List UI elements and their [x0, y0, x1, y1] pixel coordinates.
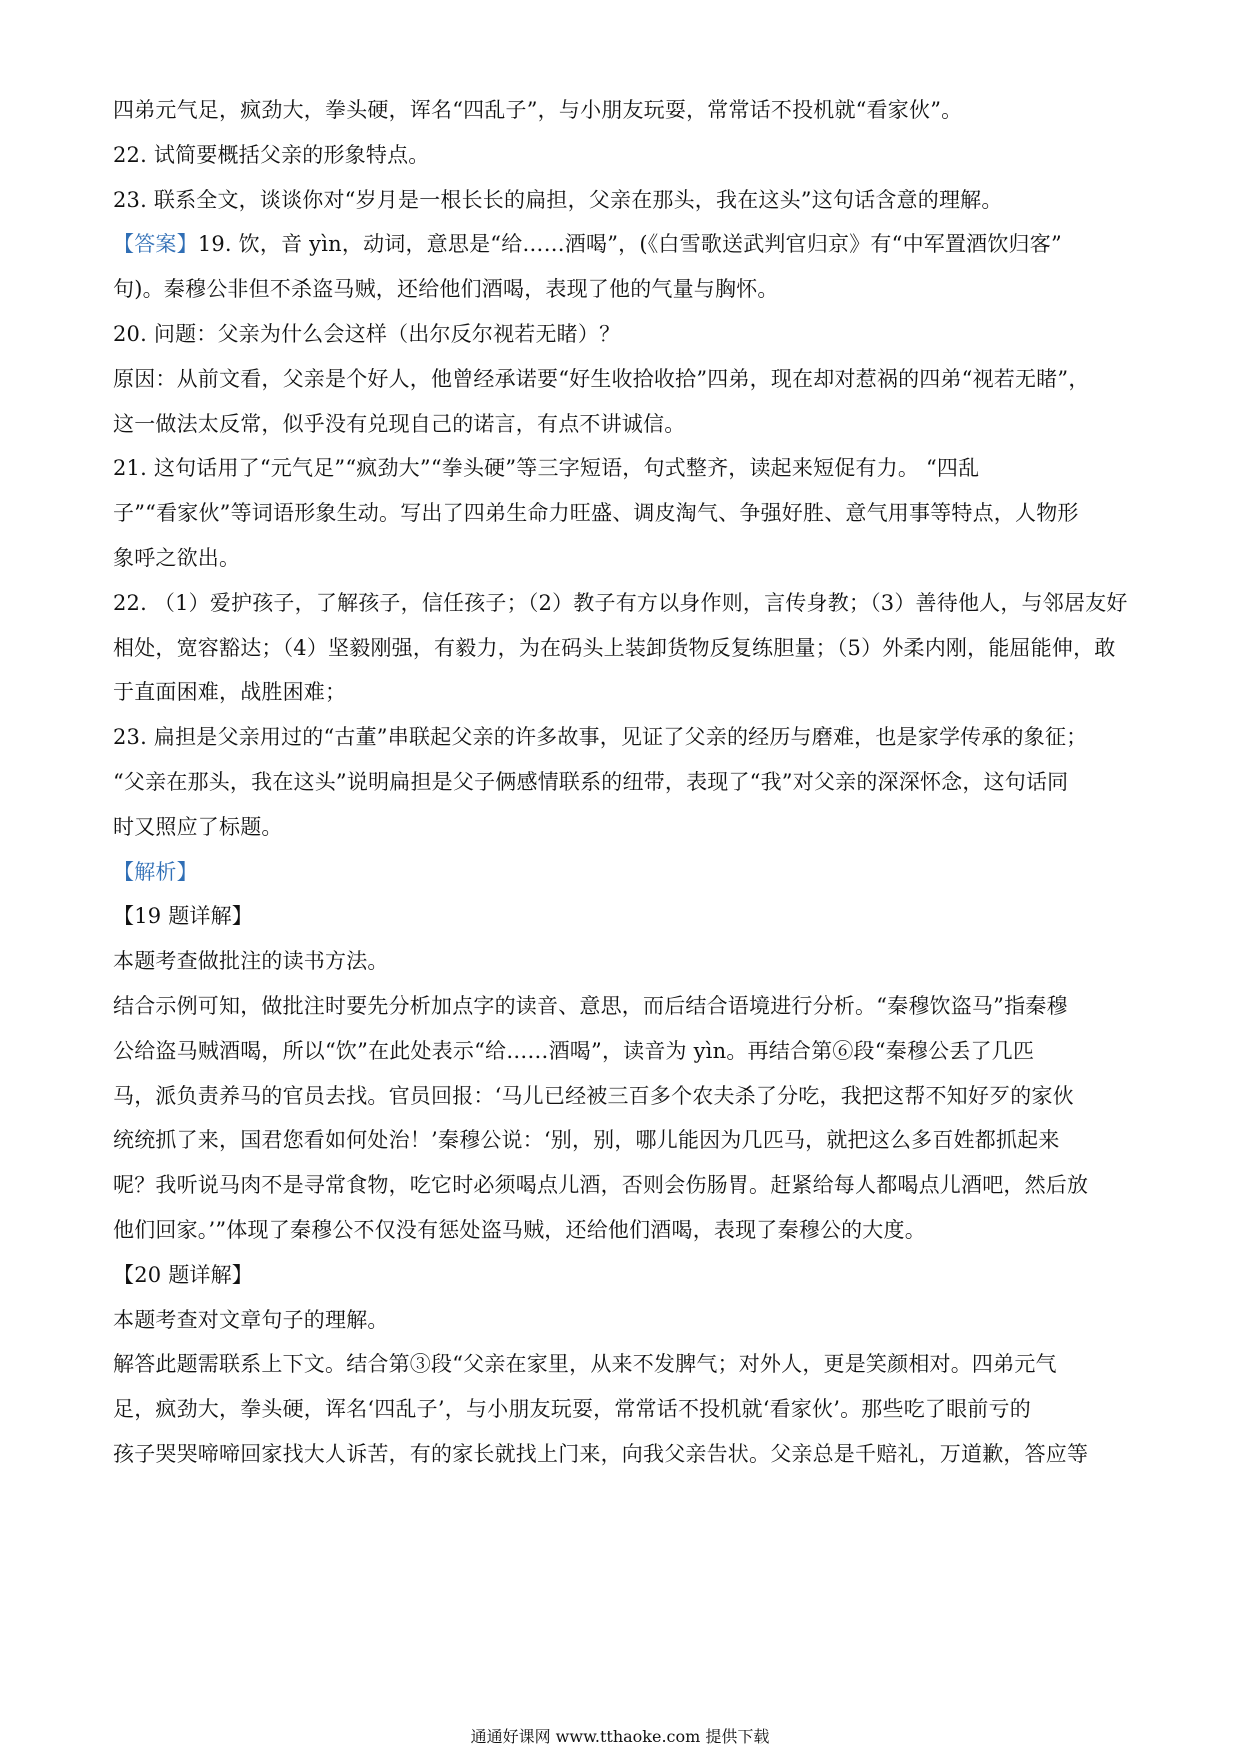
text-line: 句)。秦穆公非但不杀盗马贼，还给他们酒喝，表现了他的气量与胸怀。	[113, 277, 779, 302]
text-line: 解答此题需联系上下文。结合第③段“父亲在家里，从来不发脾气；对外人，更是笑颜相对。四弟元气	[113, 1352, 1057, 1377]
text-line: 20. 问题：父亲为什么会这样（出尔反尔视若无睹）？	[113, 321, 621, 346]
question-22: 22. 试简要概括父亲的形象特点。	[113, 142, 430, 167]
text-line: 相处，宽容豁达；（4）坚毅刚强，有毅力，为在码头上装卸货物反复练胆量；（5）外柔内刚，能屈能伸，敢	[113, 635, 1116, 660]
text-line: 时又照应了标题。	[113, 814, 283, 839]
text-line: 象呼之欲出。	[113, 545, 241, 570]
answer-tag: 【答案】	[113, 232, 198, 257]
text-line: 22. （1）爱护孩子，了解孩子，信任孩子；（2）教子有方以身作则，言传身教；（3）善待他人，与邻居友好	[113, 590, 1128, 615]
text-line: 这一做法太反常，似乎没有兑现自己的诺言，有点不讲诚信。	[113, 411, 686, 436]
text-line: “父亲在那头，我在这头”说明扁担是父子俩感情联系的纽带，表现了“我”对父亲的深深怀念，这句话同	[113, 769, 1069, 794]
text-line: 四弟元气足，疯劲大，拳头硬，诨名“四乱子”，与小朋友玩耍，常常话不投机就“看家伙”。	[113, 98, 963, 122]
section-heading-19: 【19 题详解】	[113, 904, 253, 929]
text-line: 马，派负责养马的官员去找。官员回报：‘马儿已经被三百多个农夫杀了分吃，我把这帮不知好歹的家伙	[113, 1083, 1074, 1108]
text-line: 他们回家。’”体现了秦穆公不仅没有惩处盗马贼，还给他们酒喝，表现了秦穆公的大度。	[113, 1217, 926, 1242]
text-line: 公给盗马贼酒喝，所以“饮”在此处表示“给……酒喝”，读音为 yìn。再结合第⑥段“秦穆公丢了几匹	[113, 1038, 1035, 1063]
text-line: 孩子哭哭啼啼回家找大人诉苦，有的家长就找上门来，向我父亲告状。父亲总是千赔礼，万道歉，答应等	[113, 1441, 1089, 1466]
document-body	[113, 98, 1133, 1487]
text-line: 结合示例可知，做批注时要先分析加点字的读音、意思，而后结合语境进行分析。“秦穆饮盗马”指秦穆	[113, 993, 1068, 1018]
analysis-tag: 【解析】	[113, 859, 198, 884]
text-line: 21. 这句话用了“元气足”“疯劲大”“拳头硬”等三字短语，句式整齐，读起来短促有力。 “四乱	[113, 456, 980, 481]
answer-19-line	[113, 232, 1133, 277]
text-line: 本题考查做批注的读书方法。	[113, 949, 389, 974]
text-line: 本题考查对文章句子的理解。	[113, 1307, 389, 1332]
analysis-line	[113, 860, 1133, 905]
text-line: 呢？我听说马肉不是寻常食物，吃它时必须喝点儿酒，否则会伤肠胃。赶紧给每人都喝点儿酒吧，然后放	[113, 1173, 1089, 1198]
text-line: 足，疯劲大，拳头硬，诨名‘四乱子’，与小朋友玩耍，常常话不投机就‘看家伙’。那些吃了眼前亏的	[113, 1397, 1031, 1422]
section-heading-20: 【20 题详解】	[113, 1262, 253, 1287]
text-line: 统统抓了来，国君您看如何处治！’秦穆公说：‘别，别，哪儿能因为几匹马，就把这么多百姓都抓起来	[113, 1128, 1060, 1153]
text-line: 原因：从前文看，父亲是个好人，他曾经承诺要“好生收拾收拾”四弟，现在却对惹祸的四弟“视若无睹”，	[113, 366, 1090, 391]
text-line: 于直面困难，战胜困难；	[113, 680, 347, 705]
question-23: 23. 联系全文，谈谈你对“岁月是一根长长的扁担，父亲在那头，我在这头”这句话含意的理解。	[113, 187, 1003, 212]
page-footer: 通通好课网 www.tthaoke.com 提供下载	[470, 1727, 770, 1746]
text-line: 19. 饮，音 yìn，动词，意思是“给……酒喝”，(《白雪歌送武判官归京》有“中军置酒饮归客”	[197, 232, 1062, 257]
text-line: 23. 扁担是父亲用过的“古董”串联起父亲的许多故事，见证了父亲的经历与磨难，也是家学传承的象征；	[113, 725, 1088, 750]
text-line: 子”“看家伙”等词语形象生动。写出了四弟生命力旺盛、调皮淘气、争强好胜、意气用事等特点，人物形	[113, 501, 1079, 526]
